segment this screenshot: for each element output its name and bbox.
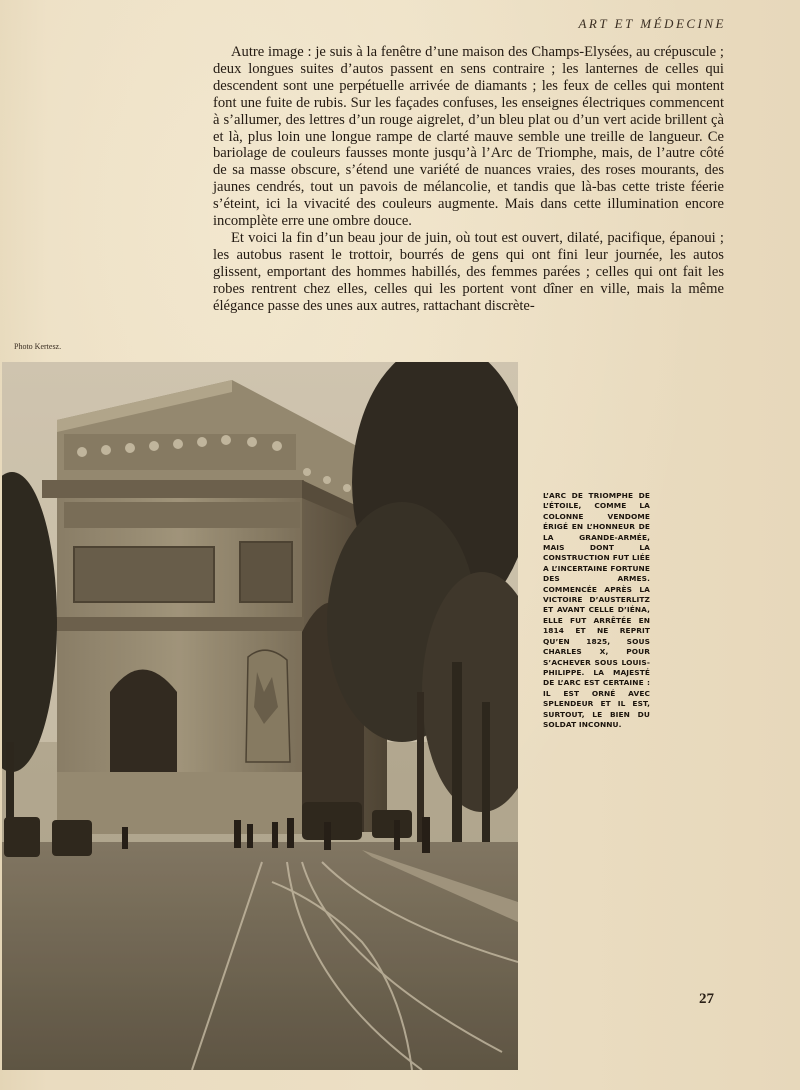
page-number: 27 xyxy=(699,991,714,1007)
running-head: ART ET MÉDECINE xyxy=(578,16,726,31)
photo-caption: L’ARC DE TRIOMPHE DE L’ÉTOILE, COMME LA COLONNE VENDOME ÉRIGÉ EN L’HONNEUR DE LA GRANDE-ARMÉE, MAIS DONT LA CONSTRUCTION FUT LIÉE A L’INCERTAINE FORTUNE DES ARMES. COMMENCÉE APRÈS LA VICTOIRE D’AUSTERLITZ ET AVANT CELLE D’IÉNA, ELLE FUT ARRÊTÉE EN 1814 ET NE REPRIT QU’EN 1825, SOUS CHARLES X, POUR S’ACHEVER SOUS LOUIS-PHILIPPE. LA MAJESTÉ DE L’ARC EST CERTAINE : IL EST ORNÉ AVEC SPLENDEUR ET IL EST, SURTOUT, LE BIEN DU SOLDAT INCONNU. xyxy=(543,491,650,729)
photo-illustration xyxy=(2,362,518,1070)
arc-de-triomphe-photo xyxy=(2,362,518,1070)
paragraph: Autre image : je suis à la fenêtre d’une maison des Champs-Elysées, au crépuscule ; deux longues suites d’autos passent en sens contraire ; les lanternes de celles qui descendent sont une perpétuelle arrivée de diamants ; les feux de celles qui montent font une fuite de rubis. Sur les façades confuses, les enseignes électriques commencent à s’allumer, des lettres d’un rouge aigrelet, d’un bleu plat ou d’un vert acide brillent çà et là, plus loin une longue rampe de clarté mauve semble une treille de langueur. Ce bariolage de couleurs fausses monte jusqu’à l’Arc de Triomphe, mais, de l’autre côté de sa masse obscure, s’étend une variété de nuances vraies, des roses mourants, des jaunes cendrés, tout un pavois de mélancolie, et tandis que là-bas cette triste féerie s’éteint, ici la vivacité des couleurs augmente. Mais dans cette illumination encore incomplète erre une ombre douce. xyxy=(213,44,724,230)
paragraph: Et voici la fin d’un beau jour de juin, où tout est ouvert, dilaté, pacifique, épanoui ; les autobus rasent le trottoir, bourrés de gens qui ont fini leur journée, les autos glissent, emportant des hommes habillés, des femmes parées ; celles qui ont fait les robes rentrent chez elles, celles qui les portent vont dîner en ville, mais la même élégance passe des unes aux autres, rattachant discrète- xyxy=(213,229,724,314)
article-text xyxy=(213,44,724,315)
photo-credit: Photo Kertesz. xyxy=(14,342,62,351)
sepia-tone xyxy=(2,362,518,1070)
